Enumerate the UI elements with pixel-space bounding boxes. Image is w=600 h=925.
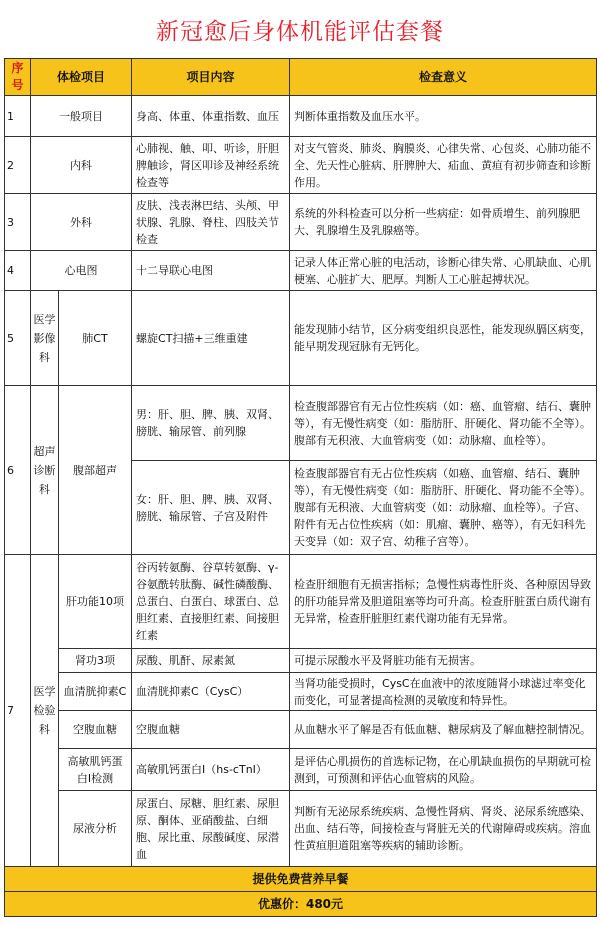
row-seq: 3 <box>5 194 31 251</box>
page-title <box>0 0 600 58</box>
row-content: 血清胱抑素C（CysC） <box>132 673 290 711</box>
row-item: 心电图 <box>31 251 132 291</box>
footer-row <box>5 867 597 892</box>
header-content: 项目内容 <box>132 59 290 96</box>
row-seq: 7 <box>5 555 31 867</box>
row-group: 医学影像科 <box>31 291 59 386</box>
row-content: 谷丙转氨酶、谷草转氨酶、γ-谷氨酰转肽酶、碱性磷酸酶、总蛋白、白蛋白、球蛋白、总胆红素、直接胆红素、间接胆红素 <box>132 555 290 649</box>
row-seq: 5 <box>5 291 31 386</box>
table-row <box>5 791 597 867</box>
row-item: 腹部超声 <box>59 386 132 555</box>
row-item: 外科 <box>31 194 132 251</box>
package-table <box>4 58 597 917</box>
table-row <box>5 555 597 649</box>
table-row <box>5 711 597 749</box>
row-content: 身高、体重、体重指数、血压 <box>132 96 290 137</box>
row-content: 皮肤、浅表淋巴结、头颅、甲状腺、乳腺、脊柱、四肢关节检查 <box>132 194 290 251</box>
row-meaning: 对支气管炎、肺炎、胸膜炎、心律失常、心包炎、心肺功能不全、先天性心脏病、肝脾肿大、疝血、黄疸有初步筛查和诊断作用。 <box>290 137 597 194</box>
row-item: 肾功3项 <box>59 649 132 673</box>
row-meaning: 从血糖水平了解是否有低血糖、糖尿病及了解血糖控制情况。 <box>290 711 597 749</box>
table-header-row <box>5 59 597 96</box>
row-content: 高敏肌钙蛋白I（hs-cTnI） <box>132 749 290 791</box>
table-row <box>5 673 597 711</box>
row-meaning: 检查肝细胞有无损害指标；急慢性病毒性肝炎、各种原因导致的肝功能异常及胆道阻塞等均可升高。检查肝脏蛋白质代谢有无异常，检查肝脏胆红素代谢功能有无异常。 <box>290 555 597 649</box>
row-meaning: 能发现肺小结节，区分病变组织良恶性，能发现纵膈区病变，能早期发现冠脉有无钙化。 <box>290 291 597 386</box>
table-row <box>5 96 597 137</box>
footer-row <box>5 892 597 917</box>
row-seq: 6 <box>5 386 31 555</box>
row-item: 内科 <box>31 137 132 194</box>
row-content: 空腹血糖 <box>132 711 290 749</box>
row-item: 一般项目 <box>31 96 132 137</box>
row-content: 心肺视、触、叩、听诊，肝胆脾触诊，肾区叩诊及神经系统检查等 <box>132 137 290 194</box>
page-title-text: 新冠愈后身体机能评估套餐 <box>156 18 444 45</box>
table-row <box>5 749 597 791</box>
row-item: 尿液分析 <box>59 791 132 867</box>
row-content: 尿蛋白、尿糖、胆红素、尿胆原、酮体、亚硝酸盐、白细胞、尿比重、尿酸碱度、尿潜血 <box>132 791 290 867</box>
row-content-male: 男：肝、胆、脾、胰、双肾、膀胱、输尿管、前列腺 <box>132 386 290 461</box>
table-row <box>5 194 597 251</box>
row-content-female: 女：肝、胆、脾、胰、双肾、膀胱、输尿管、子宫及附件 <box>132 461 290 555</box>
row-meaning: 可提示尿酸水平及肾脏功能有无损害。 <box>290 649 597 673</box>
row-meaning: 系统的外科检查可以分析一些病症：如骨质增生、前列腺肥大、乳腺增生及乳腺癌等。 <box>290 194 597 251</box>
table-row <box>5 386 597 461</box>
row-content: 十二导联心电图 <box>132 251 290 291</box>
row-meaning-male: 检查腹部器官有无占位性疾病（如：癌、血管瘤、结石、囊肿等），有无慢性病变（如：脂肪肝、肝硬化、肾功能不全等）。腹部有无积液、大血管病变（如：动脉瘤、血栓等）。 <box>290 386 597 461</box>
header-item: 体检项目 <box>31 59 132 96</box>
row-item: 空腹血糖 <box>59 711 132 749</box>
table-row <box>5 649 597 673</box>
row-seq: 4 <box>5 251 31 291</box>
row-meaning: 判断体重指数及血压水平。 <box>290 96 597 137</box>
row-meaning: 当肾功能受损时，CysC在血液中的浓度随肾小球滤过率变化而变化，可显著提高检测的灵敏度和特异性。 <box>290 673 597 711</box>
row-meaning: 记录人体正常心脏的电活动，诊断心律失常、心肌缺血、心肌梗塞、心脏扩大、肥厚。判断人工心脏起搏状况。 <box>290 251 597 291</box>
row-seq: 1 <box>5 96 31 137</box>
price-label: 优惠价：480元 <box>5 892 597 917</box>
row-item: 肝功能10项 <box>59 555 132 649</box>
table-row <box>5 291 597 386</box>
row-item: 血清胱抑素C <box>59 673 132 711</box>
row-item: 高敏肌钙蛋白I检测 <box>59 749 132 791</box>
row-item: 肺CT <box>59 291 132 386</box>
header-seq: 序号 <box>5 59 31 96</box>
row-content: 螺旋CT扫描+三维重建 <box>132 291 290 386</box>
row-content: 尿酸、肌酐、尿素氮 <box>132 649 290 673</box>
row-seq: 2 <box>5 137 31 194</box>
row-meaning-female: 检查腹部器官有无占位性疾病（如癌、血管瘤、结石、囊肿等），有无慢性病变（如：脂肪肝、肝硬化、肾功能不全等）。腹部有无积液、大血管病变（如：动脉瘤、血栓等）。子宫、附件有无占位性疾病（如：肌瘤、囊肿、癌等），有无妇科先天变异（如：双子宫、幼稚子宫等）。 <box>290 461 597 555</box>
row-meaning: 判断有无泌尿系统疾病、急慢性肾病、肾炎、泌尿系统感染、出血、结石等，间接检查与肾脏无关的代谢障碍或疾病。溶血性黄疸胆道阻塞等疾病的辅助诊断。 <box>290 791 597 867</box>
row-meaning: 是评估心肌损伤的首选标记物，在心肌缺血损伤的早期就可检测到，可预测和评估心血管病的风险。 <box>290 749 597 791</box>
header-meaning: 检查意义 <box>290 59 597 96</box>
table-row <box>5 137 597 194</box>
row-group: 超声诊断科 <box>31 386 59 555</box>
breakfast-note: 提供免费营养早餐 <box>5 867 597 892</box>
row-group: 医学检验科 <box>31 555 59 867</box>
table-row <box>5 251 597 291</box>
